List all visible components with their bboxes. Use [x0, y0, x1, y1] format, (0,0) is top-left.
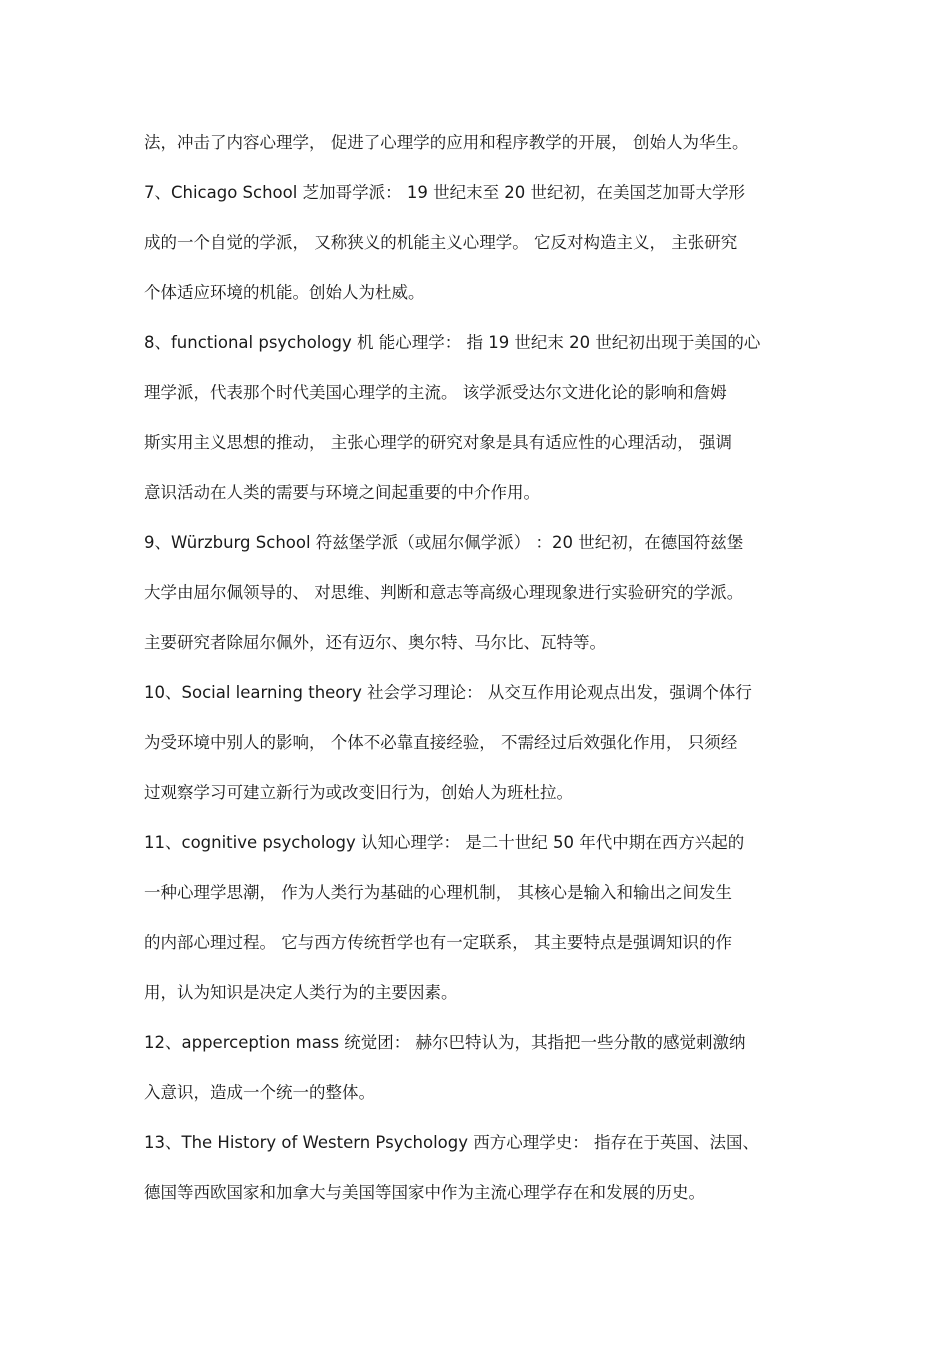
text-line: 8、functional psychology 机 能心理学： 指 19 世纪末 20 世纪初出现于美国的心	[144, 333, 761, 352]
text-line: 12、apperception mass 统觉团： 赫尔巴特认为，其指把一些分散的感觉刺激纳	[144, 1033, 746, 1052]
text-line: 大学由屈尔佩领导的、 对思维、判断和意志等高级心理现象进行实验研究的学派。	[144, 583, 744, 602]
text-line: 7、Chicago School 芝加哥学派： 19 世纪末至 20 世纪初，在美国芝加哥大学形	[144, 183, 746, 202]
text-line: 10、Social learning theory 社会学习理论： 从交互作用论观点出发，强调个体行	[144, 683, 752, 702]
text-line: 法，冲击了内容心理学， 促进了心理学的应用和程序教学的开展， 创始人为华生。	[144, 133, 749, 152]
text-line: 入意识，造成一个统一的整体。	[144, 1083, 375, 1102]
text-line: 德国等西欧国家和加拿大与美国等国家中作为主流心理学存在和发展的历史。	[144, 1183, 705, 1202]
text-line: 用，认为知识是决定人类行为的主要因素。	[144, 983, 458, 1002]
text-line: 13、The History of Western Psychology 西方心理学史： 指存在于英国、法国、	[144, 1133, 759, 1152]
text-line: 主要研究者除屈尔佩外，还有迈尔、奥尔特、马尔比、瓦特等。	[144, 633, 606, 652]
text-line: 斯实用主义思想的推动， 主张心理学的研究对象是具有适应性的心理活动， 强调	[144, 433, 732, 452]
text-line: 9、Würzburg School 符兹堡学派（或屈尔佩学派） ：20 世纪初，在德国符兹堡	[144, 533, 744, 552]
text-line: 意识活动在人类的需要与环境之间起重要的中介作用。	[144, 483, 540, 502]
text-line: 一种心理学思潮， 作为人类行为基础的心理机制， 其核心是输入和输出之间发生	[144, 883, 732, 902]
text-line: 11、cognitive psychology 认知心理学： 是二十世纪 50 年代中期在西方兴起的	[144, 833, 745, 852]
text-line: 为受环境中别人的影响， 个体不必靠直接经验， 不需经过后效强化作用， 只须经	[144, 733, 738, 752]
text-line: 理学派，代表那个时代美国心理学的主流。 该学派受达尔文进化论的影响和詹姆	[144, 383, 727, 402]
text-line: 的内部心理过程。 它与西方传统哲学也有一定联系， 其主要特点是强调知识的作	[144, 933, 732, 952]
text-line: 过观察学习可建立新行为或改变旧行为，创始人为班杜拉。	[144, 783, 573, 802]
text-line: 个体适应环境的机能。创始人为杜威。	[144, 283, 425, 302]
text-line: 成的一个自觉的学派， 又称狭义的机能主义心理学。 它反对构造主义， 主张研究	[144, 233, 738, 252]
